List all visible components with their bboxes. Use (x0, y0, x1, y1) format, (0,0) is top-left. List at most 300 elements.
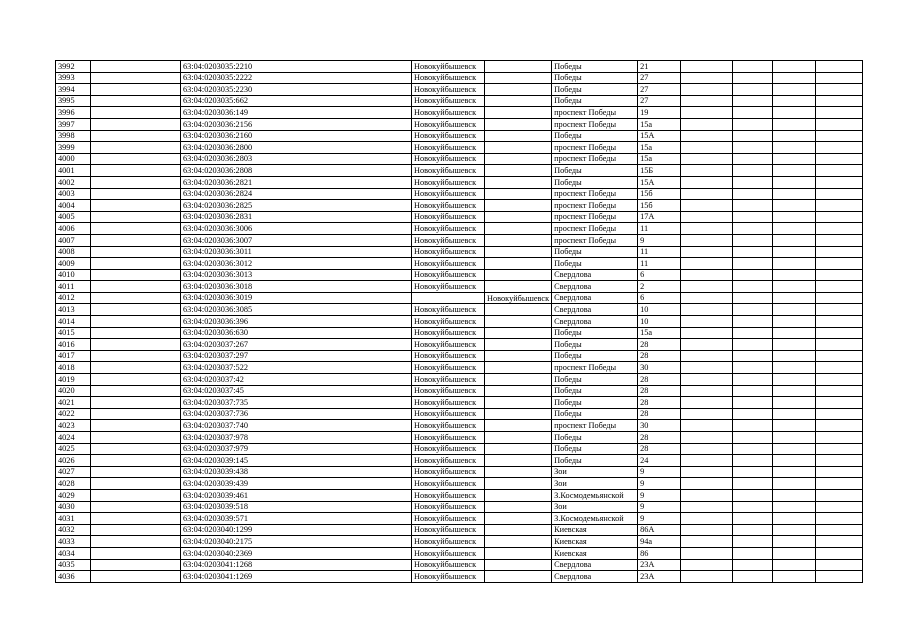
empty-cell (681, 153, 733, 165)
empty-cell (733, 362, 773, 374)
table-row (56, 432, 863, 444)
alt-city-cell (485, 246, 552, 258)
house-number-cell: 15б (638, 188, 681, 200)
empty-cell (733, 571, 773, 583)
table-row (56, 107, 863, 119)
empty-cell (681, 316, 733, 328)
alt-city-cell (485, 234, 552, 246)
city-cell: Новокуйбышевск (412, 165, 485, 177)
empty-cell (816, 524, 863, 536)
empty-cell (773, 269, 816, 281)
empty-cell (773, 571, 816, 583)
empty-cell (681, 200, 733, 212)
empty-cell (773, 281, 816, 293)
street-cell: Зои (552, 501, 638, 513)
empty-cell (816, 478, 863, 490)
city-cell: Новокуйбышевск (412, 443, 485, 455)
row-number-cell: 4021 (56, 397, 91, 409)
empty-cell (91, 142, 181, 154)
empty-cell (733, 350, 773, 362)
cadastral-number-cell: 63:04:0203036:3085 (181, 304, 412, 316)
house-number-cell: 6 (638, 292, 681, 304)
street-cell: проспект Победы (552, 153, 638, 165)
empty-cell (733, 408, 773, 420)
street-cell: проспект Победы (552, 118, 638, 130)
city-cell: Новокуйбышевск (412, 571, 485, 583)
table-row (56, 84, 863, 96)
house-number-cell: 15А (638, 176, 681, 188)
table-row (56, 350, 863, 362)
cadastral-number-cell: 63:04:0203036:2825 (181, 200, 412, 212)
table-row (56, 188, 863, 200)
empty-cell (773, 234, 816, 246)
empty-cell (91, 84, 181, 96)
empty-cell (773, 188, 816, 200)
empty-cell (733, 443, 773, 455)
empty-cell (681, 501, 733, 513)
empty-cell (773, 536, 816, 548)
city-cell (412, 292, 485, 304)
empty-cell (816, 432, 863, 444)
street-cell: Победы (552, 339, 638, 351)
empty-cell (91, 61, 181, 73)
table-row (56, 466, 863, 478)
empty-cell (733, 501, 773, 513)
alt-city-cell (485, 188, 552, 200)
cadastral-number-cell: 63:04:0203040:1299 (181, 524, 412, 536)
empty-cell (773, 397, 816, 409)
city-cell: Новокуйбышевск (412, 200, 485, 212)
alt-city-cell (485, 281, 552, 293)
empty-cell (816, 420, 863, 432)
cadastral-number-cell: 63:04:0203036:396 (181, 316, 412, 328)
alt-city-cell (485, 61, 552, 73)
house-number-cell: 28 (638, 385, 681, 397)
empty-cell (681, 362, 733, 374)
row-number-cell: 4008 (56, 246, 91, 258)
row-number-cell: 4004 (56, 200, 91, 212)
row-number-cell: 4024 (56, 432, 91, 444)
table-row (56, 524, 863, 536)
row-number-cell: 4006 (56, 223, 91, 235)
table-row (56, 501, 863, 513)
row-number-cell: 4010 (56, 269, 91, 281)
city-cell: Новокуйбышевск (412, 316, 485, 328)
empty-cell (773, 374, 816, 386)
empty-cell (733, 234, 773, 246)
empty-cell (681, 420, 733, 432)
empty-cell (733, 153, 773, 165)
alt-city-cell (485, 501, 552, 513)
row-number-cell: 4012 (56, 292, 91, 304)
empty-cell (773, 304, 816, 316)
cadastral-number-cell: 63:04:0203036:3006 (181, 223, 412, 235)
empty-cell (816, 142, 863, 154)
row-number-cell: 3997 (56, 118, 91, 130)
empty-cell (91, 176, 181, 188)
house-number-cell: 30 (638, 420, 681, 432)
empty-cell (733, 269, 773, 281)
row-number-cell: 4023 (56, 420, 91, 432)
cadastral-number-cell: 63:04:0203036:3013 (181, 269, 412, 281)
cadastral-number-cell: 63:04:0203037:42 (181, 374, 412, 386)
street-cell: Свердлова (552, 269, 638, 281)
empty-cell (91, 188, 181, 200)
city-cell: Новокуйбышевск (412, 350, 485, 362)
house-number-cell: 9 (638, 513, 681, 525)
house-number-cell: 27 (638, 84, 681, 96)
table-row (56, 211, 863, 223)
empty-cell (681, 443, 733, 455)
cadastral-number-cell: 63:04:0203035:2222 (181, 72, 412, 84)
city-cell: Новокуйбышевск (412, 408, 485, 420)
empty-cell (681, 107, 733, 119)
street-cell: проспект Победы (552, 223, 638, 235)
empty-cell (681, 374, 733, 386)
house-number-cell: 28 (638, 432, 681, 444)
empty-cell (816, 339, 863, 351)
cadastral-number-cell: 63:04:0203037:736 (181, 408, 412, 420)
empty-cell (816, 536, 863, 548)
row-number-cell: 4031 (56, 513, 91, 525)
empty-cell (773, 223, 816, 235)
table-row (56, 176, 863, 188)
empty-cell (91, 432, 181, 444)
table-row (56, 408, 863, 420)
row-number-cell: 4020 (56, 385, 91, 397)
house-number-cell: 28 (638, 397, 681, 409)
street-cell: Победы (552, 130, 638, 142)
city-cell: Новокуйбышевск (412, 397, 485, 409)
empty-cell (91, 200, 181, 212)
empty-cell (816, 258, 863, 270)
city-cell: Новокуйбышевск (412, 536, 485, 548)
street-cell: Свердлова (552, 316, 638, 328)
city-cell: Новокуйбышевск (412, 130, 485, 142)
empty-cell (91, 443, 181, 455)
row-number-cell: 4025 (56, 443, 91, 455)
cadastral-number-cell: 63:04:0203036:149 (181, 107, 412, 119)
cadastral-number-cell: 63:04:0203035:2230 (181, 84, 412, 96)
street-cell: Победы (552, 327, 638, 339)
city-cell: Новокуйбышевск (412, 153, 485, 165)
street-cell: Победы (552, 95, 638, 107)
empty-cell (681, 61, 733, 73)
empty-cell (681, 304, 733, 316)
city-cell: Новокуйбышевск (412, 362, 485, 374)
alt-city-cell (485, 84, 552, 96)
house-number-cell: 23А (638, 559, 681, 571)
empty-cell (816, 107, 863, 119)
empty-cell (773, 524, 816, 536)
street-cell: проспект Победы (552, 142, 638, 154)
empty-cell (91, 408, 181, 420)
empty-cell (681, 524, 733, 536)
street-cell: Свердлова (552, 559, 638, 571)
empty-cell (773, 153, 816, 165)
street-cell: проспект Победы (552, 211, 638, 223)
street-cell: проспект Победы (552, 362, 638, 374)
empty-cell (681, 408, 733, 420)
empty-cell (91, 72, 181, 84)
house-number-cell: 28 (638, 374, 681, 386)
empty-cell (681, 269, 733, 281)
empty-cell (91, 513, 181, 525)
row-number-cell: 4029 (56, 489, 91, 501)
street-cell: Киевская (552, 536, 638, 548)
empty-cell (733, 385, 773, 397)
empty-cell (773, 258, 816, 270)
table-row (56, 292, 863, 304)
empty-cell (91, 397, 181, 409)
empty-cell (773, 455, 816, 467)
row-number-cell: 4027 (56, 466, 91, 478)
empty-cell (91, 165, 181, 177)
empty-cell (91, 153, 181, 165)
table-row (56, 304, 863, 316)
street-cell: Победы (552, 84, 638, 96)
street-cell: З.Космодемьянской (552, 489, 638, 501)
table-row (56, 200, 863, 212)
table-row (56, 362, 863, 374)
house-number-cell: 15а (638, 118, 681, 130)
street-cell: Победы (552, 443, 638, 455)
alt-city-cell (485, 142, 552, 154)
empty-cell (773, 513, 816, 525)
cadastral-number-cell: 63:04:0203037:522 (181, 362, 412, 374)
empty-cell (91, 292, 181, 304)
city-cell: Новокуйбышевск (412, 339, 485, 351)
cadastral-number-cell: 63:04:0203037:45 (181, 385, 412, 397)
cadastral-number-cell: 63:04:0203040:2175 (181, 536, 412, 548)
cadastral-number-cell: 63:04:0203036:2160 (181, 130, 412, 142)
city-cell: Новокуйбышевск (412, 223, 485, 235)
empty-cell (91, 316, 181, 328)
empty-cell (91, 374, 181, 386)
cadastral-number-cell: 63:04:0203039:439 (181, 478, 412, 490)
table-row (56, 234, 863, 246)
alt-city-cell (485, 536, 552, 548)
house-number-cell: 30 (638, 362, 681, 374)
cadastral-number-cell: 63:04:0203036:2831 (181, 211, 412, 223)
empty-cell (773, 165, 816, 177)
house-number-cell: 9 (638, 466, 681, 478)
empty-cell (773, 95, 816, 107)
street-cell: Свердлова (552, 571, 638, 583)
house-number-cell: 9 (638, 478, 681, 490)
street-cell: Победы (552, 397, 638, 409)
empty-cell (733, 200, 773, 212)
cadastral-number-cell: 63:04:0203035:2210 (181, 61, 412, 73)
empty-cell (733, 142, 773, 154)
empty-cell (91, 211, 181, 223)
empty-cell (681, 536, 733, 548)
alt-city-cell (485, 466, 552, 478)
alt-city-cell (485, 107, 552, 119)
city-cell: Новокуйбышевск (412, 385, 485, 397)
table-row (56, 478, 863, 490)
city-cell: Новокуйбышевск (412, 559, 485, 571)
empty-cell (816, 374, 863, 386)
empty-cell (681, 385, 733, 397)
empty-cell (681, 130, 733, 142)
house-number-cell: 11 (638, 258, 681, 270)
house-number-cell: 28 (638, 408, 681, 420)
alt-city-cell (485, 339, 552, 351)
street-cell: З.Космодемьянской (552, 513, 638, 525)
house-number-cell: 10 (638, 304, 681, 316)
empty-cell (91, 246, 181, 258)
empty-cell (733, 223, 773, 235)
city-cell: Новокуйбышевск (412, 501, 485, 513)
empty-cell (681, 327, 733, 339)
street-cell: Зои (552, 466, 638, 478)
city-cell: Новокуйбышевск (412, 188, 485, 200)
cadastral-number-cell: 63:04:0203041:1269 (181, 571, 412, 583)
house-number-cell: 15а (638, 142, 681, 154)
empty-cell (733, 513, 773, 525)
empty-cell (733, 536, 773, 548)
house-number-cell: 9 (638, 501, 681, 513)
empty-cell (733, 211, 773, 223)
alt-city-cell (485, 374, 552, 386)
empty-cell (773, 547, 816, 559)
street-cell: Киевская (552, 547, 638, 559)
house-number-cell: 28 (638, 350, 681, 362)
empty-cell (773, 339, 816, 351)
empty-cell (733, 61, 773, 73)
empty-cell (773, 176, 816, 188)
empty-cell (91, 350, 181, 362)
row-number-cell: 4017 (56, 350, 91, 362)
empty-cell (816, 95, 863, 107)
house-number-cell: 21 (638, 61, 681, 73)
cadastral-number-cell: 63:04:0203036:3019 (181, 292, 412, 304)
empty-cell (91, 95, 181, 107)
street-cell: проспект Победы (552, 188, 638, 200)
address-table-body (56, 61, 863, 583)
empty-cell (816, 316, 863, 328)
alt-city-cell (485, 455, 552, 467)
row-number-cell: 4016 (56, 339, 91, 351)
empty-cell (681, 513, 733, 525)
empty-cell (816, 350, 863, 362)
empty-cell (681, 571, 733, 583)
city-cell: Новокуйбышевск (412, 84, 485, 96)
house-number-cell: 15Б (638, 165, 681, 177)
empty-cell (91, 559, 181, 571)
table-row (56, 118, 863, 130)
empty-cell (816, 61, 863, 73)
city-cell: Новокуйбышевск (412, 374, 485, 386)
row-number-cell: 3996 (56, 107, 91, 119)
house-number-cell: 19 (638, 107, 681, 119)
empty-cell (773, 246, 816, 258)
alt-city-cell (485, 304, 552, 316)
alt-city-cell (485, 547, 552, 559)
row-number-cell: 4035 (56, 559, 91, 571)
alt-city-cell (485, 327, 552, 339)
alt-city-cell (485, 269, 552, 281)
empty-cell (681, 211, 733, 223)
empty-cell (681, 281, 733, 293)
empty-cell (773, 84, 816, 96)
cadastral-number-cell: 63:04:0203036:3018 (181, 281, 412, 293)
street-cell: Свердлова (552, 281, 638, 293)
empty-cell (681, 234, 733, 246)
table-row (56, 455, 863, 467)
empty-cell (91, 420, 181, 432)
alt-city-cell (485, 489, 552, 501)
city-cell: Новокуйбышевск (412, 142, 485, 154)
city-cell: Новокуйбышевск (412, 107, 485, 119)
empty-cell (816, 118, 863, 130)
cadastral-number-cell: 63:04:0203036:3012 (181, 258, 412, 270)
empty-cell (816, 443, 863, 455)
house-number-cell: 27 (638, 72, 681, 84)
house-number-cell: 15а (638, 327, 681, 339)
row-number-cell: 4022 (56, 408, 91, 420)
empty-cell (733, 455, 773, 467)
row-number-cell: 4011 (56, 281, 91, 293)
row-number-cell: 3993 (56, 72, 91, 84)
city-cell: Новокуйбышевск (412, 513, 485, 525)
empty-cell (733, 489, 773, 501)
empty-cell (733, 118, 773, 130)
empty-cell (681, 559, 733, 571)
empty-cell (733, 107, 773, 119)
city-cell: Новокуйбышевск (412, 95, 485, 107)
empty-cell (816, 501, 863, 513)
row-number-cell: 4005 (56, 211, 91, 223)
empty-cell (681, 165, 733, 177)
table-row (56, 536, 863, 548)
empty-cell (773, 200, 816, 212)
empty-cell (773, 501, 816, 513)
empty-cell (733, 316, 773, 328)
alt-city-cell (485, 350, 552, 362)
empty-cell (681, 339, 733, 351)
empty-cell (91, 223, 181, 235)
cadastral-number-cell: 63:04:0203041:1268 (181, 559, 412, 571)
street-cell: Свердлова (552, 304, 638, 316)
empty-cell (773, 432, 816, 444)
empty-cell (733, 130, 773, 142)
empty-cell (681, 84, 733, 96)
row-number-cell: 4032 (56, 524, 91, 536)
city-cell: Новокуйбышевск (412, 489, 485, 501)
row-number-cell: 4034 (56, 547, 91, 559)
street-cell: Победы (552, 455, 638, 467)
street-cell: Победы (552, 176, 638, 188)
empty-cell (773, 327, 816, 339)
row-number-cell: 4015 (56, 327, 91, 339)
empty-cell (816, 397, 863, 409)
house-number-cell: 28 (638, 339, 681, 351)
empty-cell (773, 385, 816, 397)
table-row (56, 258, 863, 270)
empty-cell (773, 130, 816, 142)
empty-cell (773, 292, 816, 304)
empty-cell (733, 559, 773, 571)
cadastral-number-cell: 63:04:0203039:518 (181, 501, 412, 513)
alt-city-cell (485, 223, 552, 235)
cadastral-number-cell: 63:04:0203036:2800 (181, 142, 412, 154)
table-row (56, 571, 863, 583)
city-cell: Новокуйбышевск (412, 432, 485, 444)
house-number-cell: 86 (638, 547, 681, 559)
city-cell: Новокуйбышевск (412, 61, 485, 73)
